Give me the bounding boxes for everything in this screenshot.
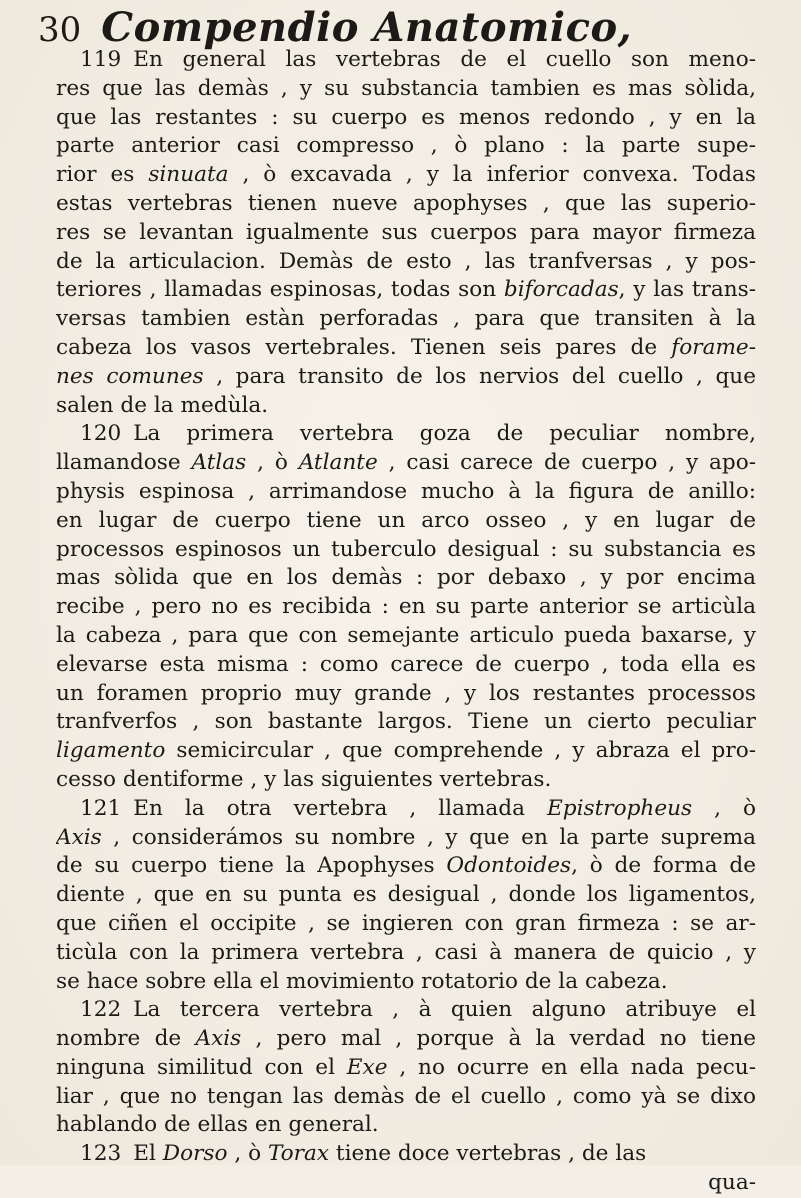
text-line <box>56 276 756 305</box>
line-text: physis espinosa , arrimandose mucho à la figura de anillo: <box>56 478 756 504</box>
italic-term: ligamento <box>56 738 166 764</box>
line-text: que las restantes : su cuerpo es menos redondo , y en la <box>56 104 756 130</box>
text-line <box>56 968 756 997</box>
italic-term: nes comunes <box>56 363 204 389</box>
text-line <box>56 1025 756 1054</box>
italic-term: Dorso <box>162 1141 228 1167</box>
text-line <box>56 795 756 824</box>
line-text: , pero mal , porque à la verdad no tiene <box>241 1026 756 1052</box>
line-text: ninguna similitud con el <box>56 1054 347 1080</box>
line-text: tiene doce vertebras , de las <box>329 1141 647 1167</box>
text-line <box>56 449 756 478</box>
line-text: mas sòlida que en los demàs : por debaxo , y por encima <box>56 565 756 591</box>
section-number: 121 <box>80 795 122 821</box>
line-text: en lugar de cuerpo tiene un arco osseo , y en lugar de <box>56 507 756 533</box>
line-text: , considerámos su nombre , y que en la parte suprema <box>101 824 756 850</box>
italic-term: Atlas <box>191 450 247 476</box>
line-text: semicircular , que comprehende , y abraza el pro- <box>165 738 756 764</box>
text-line <box>56 651 756 680</box>
italic-term: Exe <box>346 1054 388 1080</box>
line-text: , ò de forma de <box>571 853 756 879</box>
section-number: 119 <box>80 47 122 72</box>
line-text: salen de la medùla. <box>56 392 269 418</box>
section-number: 123 <box>80 1141 122 1167</box>
text-line <box>56 75 756 104</box>
line-text: de su cuerpo tiene la Apophyses <box>56 853 447 879</box>
text-line <box>56 219 756 248</box>
italic-term: biforcadas <box>503 277 619 303</box>
italic-term: Torax <box>267 1141 330 1167</box>
text-line <box>56 248 756 277</box>
italic-term: Axis <box>56 824 102 850</box>
line-text: En la otra vertebra , llamada <box>133 795 548 821</box>
line-text: un foramen proprio muy grande , y los restantes processos <box>56 680 756 706</box>
line-text: , casi carece de cuerpo , y apo- <box>377 450 756 476</box>
text-line <box>56 104 756 133</box>
line-text: La primera vertebra goza de peculiar nombre, <box>133 421 756 447</box>
line-text: que ciñen el occipite , se ingieren con gran firmeza : se ar- <box>56 910 756 936</box>
line-text: processos espinosos un tuberculo desigual : su substancia es <box>56 536 756 562</box>
line-text: tranfverfos , son bastante largos. Tiene un cierto peculiar <box>56 709 756 735</box>
line-text: teriores , llamadas espinosas, todas son <box>56 277 504 303</box>
text-line <box>56 1054 756 1083</box>
text-line <box>56 824 756 853</box>
text-line <box>56 132 756 161</box>
line-text: liar , que no tengan las demàs de el cuello , como yà se dixo <box>56 1083 756 1109</box>
line-text: cesso dentiforme , y las siguientes vertebras. <box>56 766 552 792</box>
line-text: llamandose <box>56 450 192 476</box>
text-line <box>56 564 756 593</box>
text-line <box>56 939 756 968</box>
italic-term: forame- <box>671 334 756 360</box>
line-text: , ò <box>227 1141 268 1167</box>
line-text: res se levantan igualmente sus cuerpos para mayor firmeza <box>56 219 756 245</box>
italic-term: Axis <box>195 1026 242 1052</box>
line-text: la cabeza , para que con semejante articulo pueda baxarse, y <box>56 622 756 648</box>
text-line <box>56 1111 756 1140</box>
text-line <box>56 305 756 334</box>
line-text: , ò <box>692 795 756 821</box>
line-text: , ò excavada , y la inferior convexa. Todas <box>228 162 756 188</box>
text-line <box>56 1169 756 1198</box>
text-line <box>56 334 756 363</box>
text-line <box>56 593 756 622</box>
line-text: elevarse esta misma : como carece de cuerpo , toda ella es <box>56 651 756 677</box>
text-line <box>56 190 756 219</box>
running-head: Compendio Anatomico, <box>101 4 633 51</box>
line-text: de la articulacion. Demàs de esto , las tranfversas , y pos- <box>56 248 756 274</box>
text-line <box>56 392 756 421</box>
text-line <box>56 420 756 449</box>
line-text: nombre de <box>56 1026 196 1052</box>
section-number: 120 <box>80 421 122 447</box>
line-text: El <box>133 1141 163 1167</box>
text-line <box>56 881 756 910</box>
line-text: diente , que en su punta es desigual , donde los ligamentos, <box>56 882 756 908</box>
line-text: ticùla con la primera vertebra , casi à manera de quicio , y <box>56 939 756 965</box>
section-number: 122 <box>80 997 122 1023</box>
line-text: hablando de ellas en general. <box>56 1112 379 1138</box>
text-line <box>56 46 756 75</box>
line-text: La tercera vertebra , à quien alguno atribuye el <box>133 997 756 1023</box>
line-text: rior es <box>56 162 149 188</box>
text-line <box>56 708 756 737</box>
line-text: En general las vertebras de el cuello son meno- <box>133 47 756 72</box>
text-line <box>56 507 756 536</box>
text-line <box>56 1083 756 1112</box>
italic-term: Epistropheus <box>547 795 693 821</box>
italic-term: sinuata <box>148 162 229 188</box>
text-line <box>56 622 756 651</box>
line-text: , no ocurre en ella nada pecu- <box>387 1054 756 1080</box>
page-number: 30 <box>38 10 82 50</box>
line-text: recibe , pero no es recibida : en su parte anterior se articùla <box>56 594 756 620</box>
text-line <box>56 161 756 190</box>
text-line <box>56 737 756 766</box>
italic-term: Atlante <box>298 450 378 476</box>
text-line <box>56 536 756 565</box>
line-text: qua- <box>708 1170 756 1196</box>
text-line <box>56 910 756 939</box>
text-line <box>56 478 756 507</box>
line-text: versas tambien estàn perforadas , para que transiten à la <box>56 306 756 332</box>
line-text: , ò <box>246 450 299 476</box>
line-text: , para transito de los nervios del cuello , que <box>203 363 756 389</box>
body-text <box>56 46 756 1198</box>
line-text: res que las demàs , y su substancia tambien es mas sòlida, <box>56 75 756 101</box>
italic-term: Odontoides <box>446 853 572 879</box>
line-text: estas vertebras tienen nueve apophyses , que las superio- <box>56 190 756 216</box>
line-text: se hace sobre ella el movimiento rotatorio de la cabeza. <box>56 968 668 994</box>
text-line <box>56 996 756 1025</box>
text-line <box>56 363 756 392</box>
text-line <box>56 766 756 795</box>
line-text: cabeza los vasos vertebrales. Tienen seis pares de <box>56 334 672 360</box>
text-line <box>56 852 756 881</box>
line-text: , y las trans- <box>618 277 756 303</box>
text-line <box>56 680 756 709</box>
line-text: parte anterior casi compresso , ò plano : la parte supe- <box>56 133 756 159</box>
